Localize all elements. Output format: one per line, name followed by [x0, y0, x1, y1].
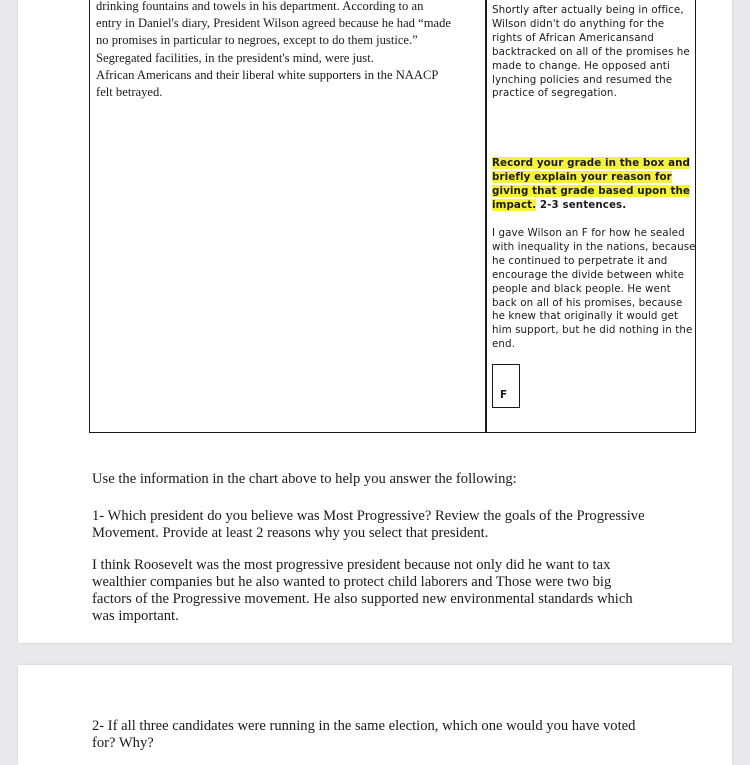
document-page-1	[18, 0, 732, 643]
explanation-line: back on all of his promises, because	[492, 296, 683, 309]
highlighted-instruction: impact.	[492, 199, 537, 212]
grade-value: F	[500, 389, 508, 401]
reading-cell	[96, 0, 482, 101]
explanation-line: encourage the divide between white	[492, 268, 685, 281]
grade-table	[89, 0, 696, 433]
column-divider	[485, 0, 487, 432]
summary-line: made to change. He opposed anti	[492, 59, 670, 72]
answer-line: factors of the Progressive movement. He also supported new environmental standards which	[92, 591, 633, 607]
question-line: for? Why?	[92, 735, 154, 751]
summary-line: rights of African Americansand	[492, 31, 654, 44]
question-line: 1- Which president do you believe was Most Progressive? Review the goals of the Progressive	[92, 508, 645, 524]
summary-line: practice of segregation.	[492, 87, 617, 100]
reading-line: African Americans and their liberal white supporters in the NAACP	[96, 67, 439, 82]
explanation-line: with inequality in the nations, because	[492, 240, 696, 253]
summary-line: Wilson didn't do anything for the	[492, 17, 665, 30]
explanation-line: he continued to perpetrate it and	[492, 254, 668, 267]
impact-summary	[492, 4, 694, 101]
reading-line: Segregated facilities, in the president's mind, were just.	[96, 50, 374, 65]
grade-instructions	[492, 157, 694, 213]
explanation-line: end.	[492, 338, 516, 351]
reading-line: felt betrayed.	[96, 85, 163, 100]
question-line: Movement. Provide at least 2 reasons why you select that president.	[92, 525, 489, 541]
summary-line: lynching policies and resumed the	[492, 73, 673, 86]
answer-line: I think Roosevelt was the most progressive president because not only did he want to tax	[92, 557, 611, 573]
answer-line: was important.	[92, 608, 179, 624]
explanation-line: he knew that originally it would get	[492, 310, 679, 323]
questions-intro	[92, 471, 517, 488]
reading-line: entry in Daniel's diary, President Wilson agreed because he had “made	[96, 16, 451, 31]
explanation-line: people and black people. He went	[492, 282, 671, 295]
response-cell	[492, 4, 694, 352]
intro-line: Use the information in the chart above to help you answer the following:	[92, 471, 517, 487]
reading-line: drinking fountains and towels in his department. According to an	[96, 0, 424, 13]
question-line: 2- If all three candidates were running in the same election, which one would you have voted	[92, 718, 636, 734]
explanation-line: I gave Wilson an F for how he sealed	[492, 226, 685, 239]
highlighted-instruction: briefly explain your reason for	[492, 171, 672, 184]
instruction-suffix: 2-3 sentences.	[536, 199, 627, 212]
summary-line: backtracked on all of the promises he	[492, 45, 690, 58]
answer-1[interactable]	[92, 557, 633, 625]
highlighted-instruction: Record your grade in the box and	[492, 157, 691, 170]
question-1	[92, 508, 645, 542]
highlighted-instruction: giving that grade based upon the	[492, 185, 690, 198]
reading-line: no promises in particular to negroes, except to do them justice.”	[96, 33, 418, 48]
grade-explanation	[492, 227, 694, 352]
summary-line: Shortly after actually being in office,	[492, 4, 684, 16]
document-page-2	[18, 665, 732, 765]
answer-line: wealthier companies but he also wanted to protect child laborers and Those were two big	[92, 574, 612, 590]
explanation-line: him support, but he did nothing in the	[492, 324, 693, 337]
question-2	[92, 718, 635, 752]
grade-box[interactable]	[492, 364, 520, 408]
